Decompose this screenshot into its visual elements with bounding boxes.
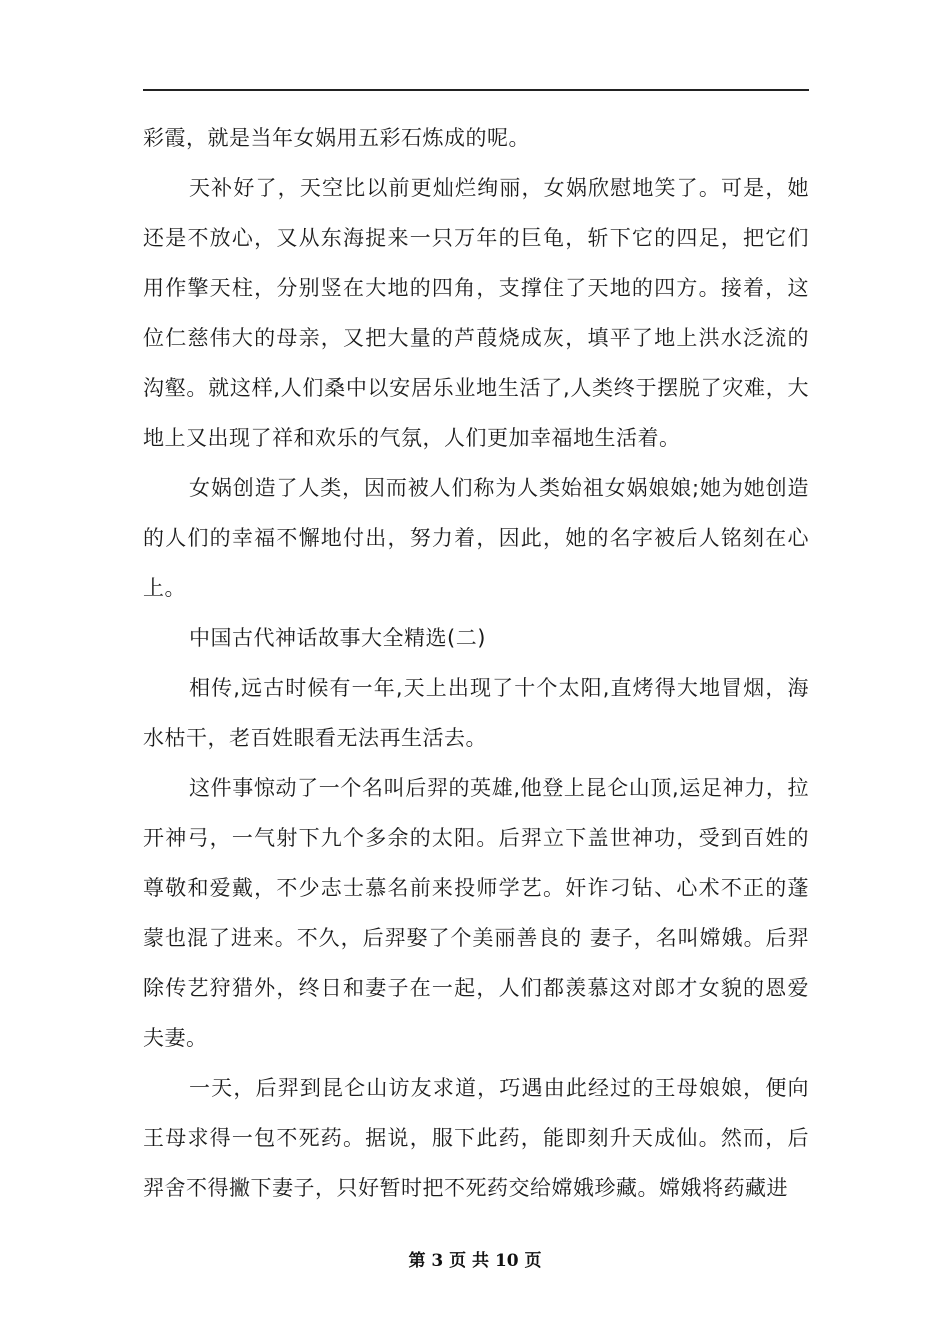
paragraph-3: 女娲创造了人类，因而被人们称为人类始祖女娲娘娘;她为她创造的人们的幸福不懈地付出，努力着，因此，她的名字被后人铭刻在心上。: [143, 476, 809, 600]
page-body: [143, 113, 809, 1213]
paragraph-7: 一天，后羿到昆仑山访友求道，巧遇由此经过的王母娘娘，便向王母求得一包不死药。据说，服下此药，能即刻升天成仙。然而，后羿舍不得撇下妻子，只好暂时把不死药交给嫦娥珍藏。嫦娥将药藏进: [143, 1076, 809, 1200]
section-heading: 中国古代神话故事大全精选(二): [189, 626, 486, 650]
paragraph-2: 天补好了，天空比以前更灿烂绚丽，女娲欣慰地笑了。可是，她还是不放心，又从东海捉来一只万年的巨龟，斩下它的四足，把它们用作擎天柱，分别竖在大地的四角，支撑住了天地的四方。接着，这位仁慈伟大的母亲，又把大量的芦葭烧成灰，填平了地上洪水泛流的沟壑。就这样,人们桑中以安居乐业地生活了,人类终于摆脱了灾难，大地上又出现了祥和欢乐的气氛，人们更加幸福地生活着。: [143, 176, 809, 450]
paragraph-5: 相传,远古时候有一年,天上出现了十个太阳,直烤得大地冒烟，海水枯干，老百姓眼看无法再生活去。: [143, 676, 809, 750]
page-number: 第 3 页 共 10 页: [408, 1251, 542, 1271]
paragraph-1: 彩霞，就是当年女娲用五彩石炼成的呢。: [143, 126, 530, 150]
paragraph-6: 这件事惊动了一个名叫后羿的英雄,他登上昆仑山顶,运足神力，拉开神弓，一气射下九个多余的太阳。后羿立下盖世神功，受到百姓的尊敬和爱戴，不少志士慕名前来投师学艺。奸诈刁钻、心术不正的蓬蒙也混了进来。不久，后羿娶了个美丽善良的 妻子，名叫嫦娥。后羿除传艺狩猎外，终日和妻子在一起，人们都羡慕这对郎才女貌的恩爱夫妻。: [143, 776, 809, 1050]
header-rule: [143, 89, 809, 91]
